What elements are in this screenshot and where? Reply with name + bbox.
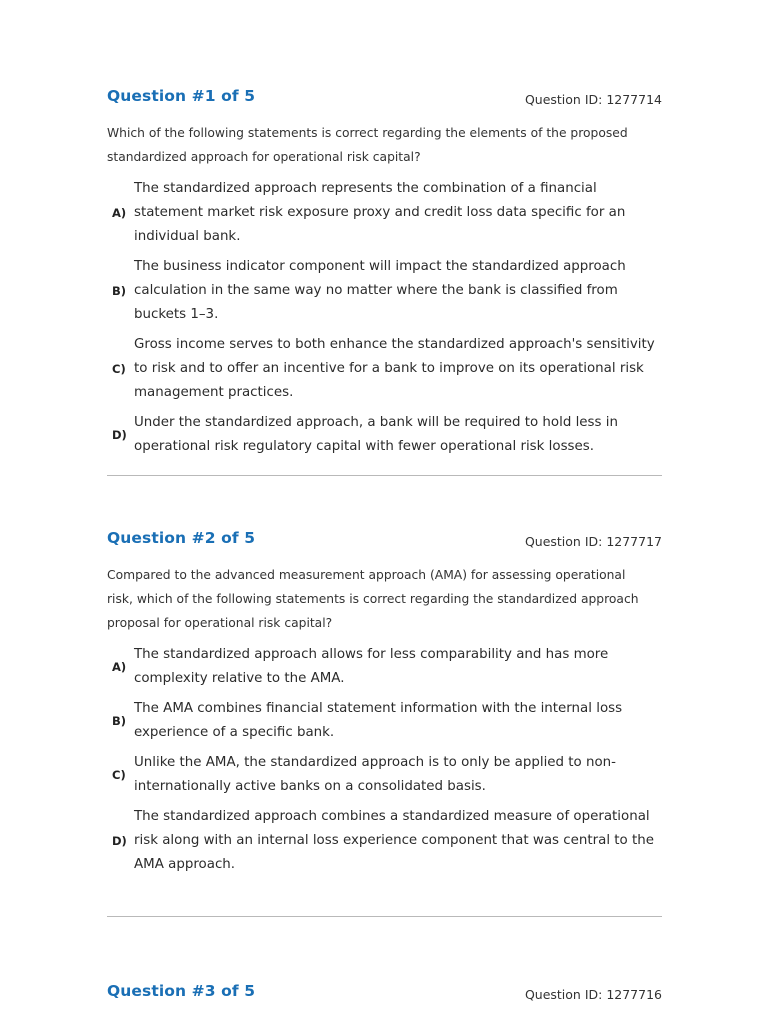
- question-id: Question ID: 1277717: [524, 534, 662, 549]
- option-letter: C): [112, 362, 126, 376]
- question-divider: [107, 475, 662, 476]
- question-stem: Compared to the advanced measurement approach (AMA) for assessing operational risk, which of the following statements is correct regarding the standardized approach proposal for operational risk capital?: [107, 568, 639, 630]
- option-letter: A): [112, 660, 127, 674]
- option-letter: D): [112, 834, 127, 848]
- question-1: [107, 87, 662, 465]
- answer-option-d[interactable]: [107, 805, 662, 877]
- question-header: [107, 87, 662, 117]
- question-2: [107, 529, 662, 883]
- answer-option-b[interactable]: [107, 697, 662, 745]
- answer-option-c[interactable]: [107, 333, 662, 405]
- answer-option-a[interactable]: [107, 643, 662, 691]
- question-header: [107, 982, 662, 1012]
- question-title: Question #2 of 5: [107, 529, 256, 547]
- answer-options: [107, 643, 662, 877]
- option-text: Under the standardized approach, a bank will be required to hold less in operational risk regulatory capital with fewer operational risk losses.: [134, 415, 618, 454]
- option-text: Unlike the AMA, the standardized approach is to only be applied to non-internationally active banks on a consolidated basis.: [134, 755, 616, 794]
- question-divider: [107, 916, 662, 917]
- option-letter: A): [112, 206, 127, 220]
- answer-option-a[interactable]: [107, 177, 662, 249]
- option-letter: B): [112, 284, 127, 298]
- option-text: Gross income serves to both enhance the standardized approach's sensitivity to risk and to offer an incentive for a bank to improve on its operational risk management practices.: [134, 337, 655, 400]
- option-text: The AMA combines financial statement information with the internal loss experience of a specific bank.: [134, 701, 623, 740]
- question-id: Question ID: 1277716: [524, 987, 662, 1002]
- answer-option-c[interactable]: [107, 751, 662, 799]
- question-title: Question #3 of 5: [107, 982, 256, 1000]
- option-letter: B): [112, 714, 127, 728]
- option-text: The standardized approach allows for less comparability and has more complexity relative to the AMA.: [134, 647, 609, 686]
- answer-option-d[interactable]: [107, 411, 662, 459]
- answer-option-b[interactable]: [107, 255, 662, 327]
- option-text: The standardized approach combines a standardized measure of operational risk along with an internal loss experience component that was central to the AMA approach.: [134, 809, 654, 872]
- option-letter: D): [112, 428, 127, 442]
- question-3-clipped: [107, 982, 662, 1002]
- question-title: Question #1 of 5: [107, 87, 256, 105]
- question-stem: Which of the following statements is correct regarding the elements of the proposed standardized approach for operational risk capital?: [107, 126, 628, 164]
- option-text: The business indicator component will impact the standardized approach calculation in the same way no matter where the bank is classified from buckets 1–3.: [134, 259, 626, 322]
- question-id: Question ID: 1277714: [524, 92, 662, 107]
- option-letter: C): [112, 768, 126, 782]
- question-header: [107, 529, 662, 559]
- answer-options: [107, 177, 662, 459]
- option-text: The standardized approach represents the combination of a financial statement market risk exposure proxy and credit loss data specific for an individual bank.: [134, 181, 626, 244]
